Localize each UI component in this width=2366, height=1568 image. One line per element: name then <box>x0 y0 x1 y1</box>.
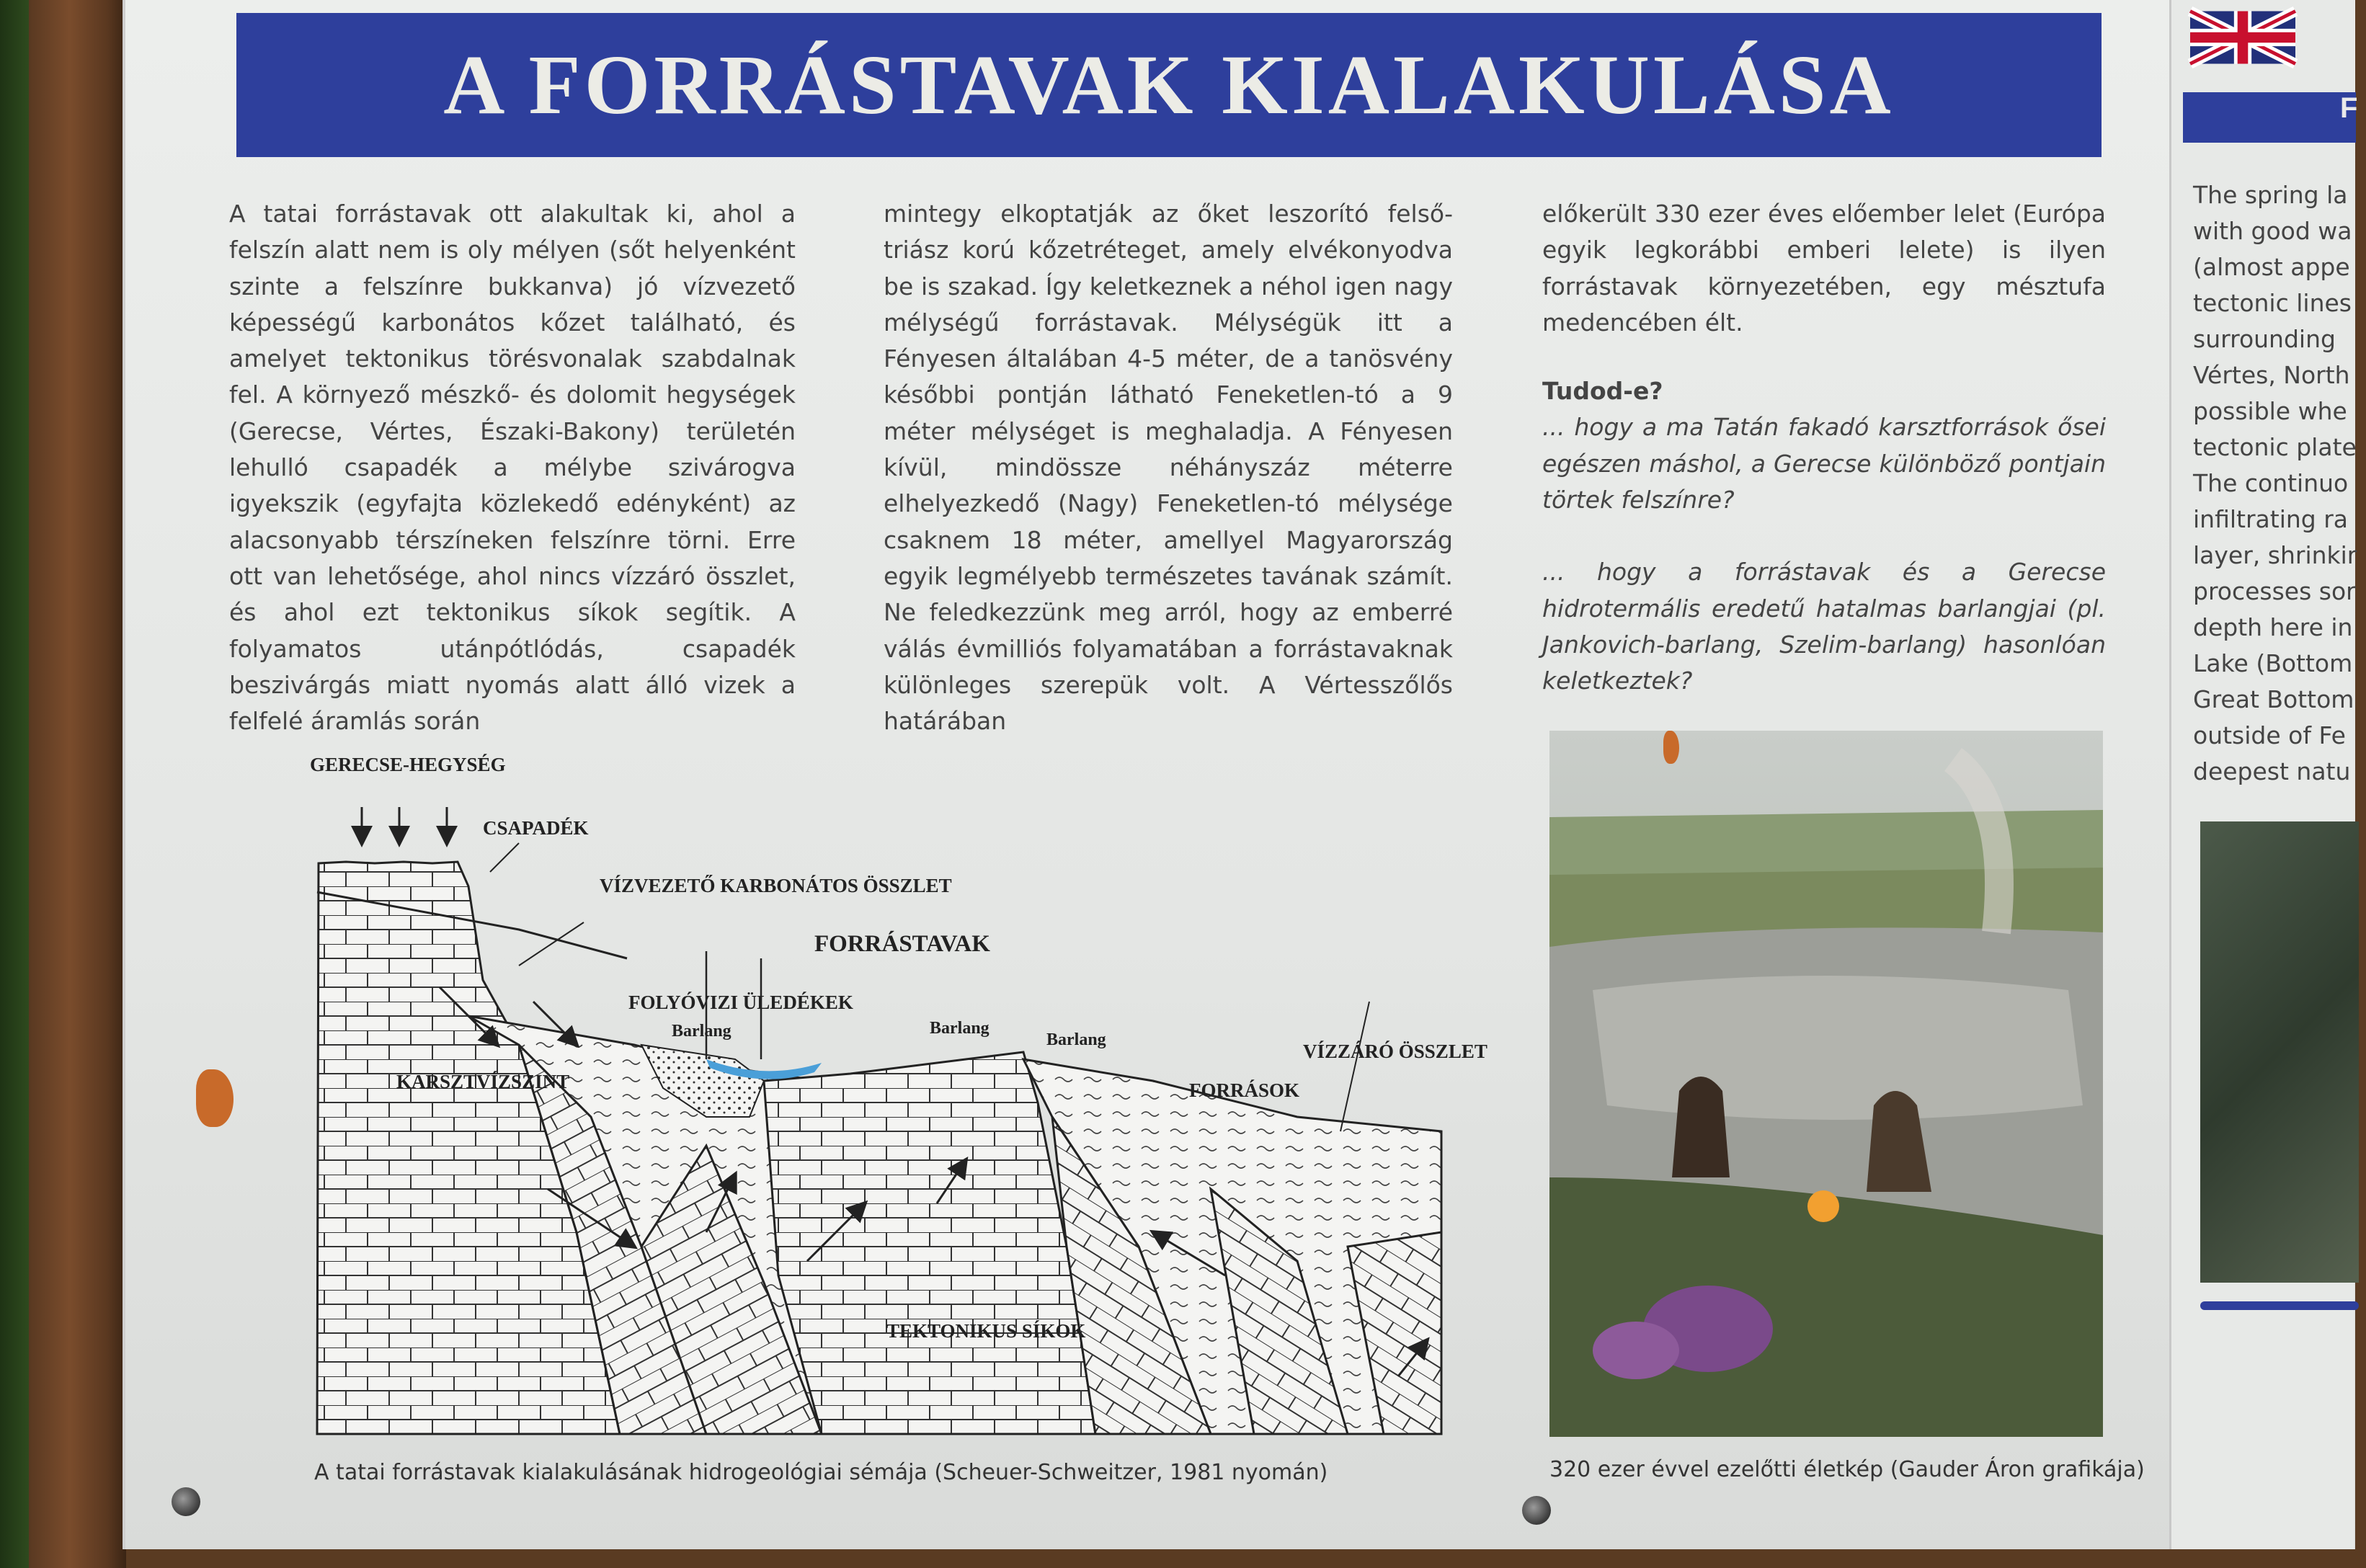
text-column-3 <box>1542 196 2106 700</box>
english-text-line: tectonic lines <box>2193 289 2352 317</box>
rust-stain <box>196 1069 234 1127</box>
english-text-line: infiltrating ra <box>2193 505 2349 533</box>
title-banner <box>236 13 2102 157</box>
english-text-line: (almost appe <box>2193 253 2350 281</box>
label-barlang-1: Barlang <box>672 1022 731 1041</box>
screw <box>172 1487 200 1516</box>
painting-caption: 320 ezer évvel ezelőtti életkép (Gauder Áron grafikája) <box>1549 1457 2145 1482</box>
rust-stain <box>1663 731 1679 764</box>
label-barlang-3: Barlang <box>1046 1030 1106 1049</box>
english-text-line: depth here in <box>2193 613 2353 641</box>
label-csapadek: CSAPADÉK <box>483 817 589 839</box>
english-text-line: The continuo <box>2193 469 2349 497</box>
label-vizvezeto: VÍZVEZETŐ KARBONÁTOS ÖSSZLET <box>600 875 952 896</box>
label-forrastavak: FORRÁSTAVAK <box>814 931 990 957</box>
english-text-line: deepest natu <box>2193 757 2351 785</box>
text-column-2 <box>884 196 1453 739</box>
english-text <box>2193 177 2366 790</box>
label-barlang-2: Barlang <box>930 1019 989 1038</box>
page-title: A FORRÁSTAVAK KIALAKULÁSA <box>443 37 1895 132</box>
did-you-know-question-2: ... hogy a forrástavak és a Gerecse hidrotermális eredetű hatalmas barlangjai (pl. Jankovich-barlang, Szelim-barlang) hasonlóan keletkeztek? <box>1542 558 2106 695</box>
label-folyovizi: FOLYÓVIZI ÜLEDÉKEK <box>628 992 853 1013</box>
english-text-line: Vértes, North <box>2193 361 2350 389</box>
english-text-line: Great Bottom <box>2193 685 2354 713</box>
text-column-1 <box>229 196 796 739</box>
hydrogeology-diagram <box>303 742 1506 1448</box>
english-text-line: Lake (Bottom <box>2193 649 2353 677</box>
label-forrasok: FORRÁSOK <box>1189 1079 1300 1101</box>
english-text-line: processes sor <box>2193 577 2356 605</box>
english-title-bar: F <box>2183 92 2356 143</box>
label-gerecse: GERECSE-HEGYSÉG <box>310 754 506 775</box>
uk-flag-icon[interactable] <box>2190 10 2295 65</box>
divider <box>2200 1301 2359 1310</box>
english-text-line: possible whe <box>2193 397 2347 425</box>
english-text-line: with good wa <box>2193 217 2352 245</box>
english-text-line: outside of Fe <box>2193 721 2346 749</box>
body-paragraph: mintegy elkoptatják az őket leszorító felső-triász korú kőzetréteget, amely elvékonyodva be is szakad. Így keletkeznek a néhol igen nagy mélységű forrástavak. Mélységük itt a Fényesen általában 4-5 méter, de a tanösvény későbbi pontján látható Feneketlen-tó a 9 méter mélységet is meghaladja. A Fényesen kívül, mindössze néhányszáz méterre elhelyezkedő (Nagy) Feneketlen-tó mélysége csaknem 18 méter, amellyel Magyarország egyik legmélyebb természetes tavának számít. Ne feledkezzünk meg arról, hogy az emberré válás évmilliós folyamatában a forrástavaknak különleges szerepük volt. A Vértesszőlős határában <box>884 200 1453 736</box>
screw <box>1522 1496 1551 1525</box>
did-you-know-question-1: ... hogy a ma Tatán fakadó karsztforrások ősei egészen máshol, a Gerecse különböző pontjain törtek felszínre? <box>1542 413 2106 514</box>
prehistoric-life-painting <box>1549 731 2103 1437</box>
foliage <box>0 0 29 1568</box>
english-panel <box>2169 0 2358 1549</box>
english-text-line: The spring la <box>2193 181 2348 209</box>
english-text-line: layer, shrinkir <box>2193 541 2357 569</box>
body-paragraph: A tatai forrástavak ott alakultak ki, ahol a felszín alatt nem is oly mélyen (sőt helyenként szinte a felszínre bukkanva) jó vízvezető képességű karbonátos kőzet található, és amelyet tektonikus törésvonalak szabdalnak fel. A környező mészkő- és dolomit hegységek (Gerecse, Vértes, Északi-Bakony) területén lehulló csapadék a mélybe szivárogva igyekszik (egyfajta közlekedő edényként) az alacsonyabb térszíneken felszínre törni. Erre ott van lehetősége, ahol nincs vízzáró összlet, és ahol ezt tektonikus síkok segítik. A folyamatos utánpótlódás, csapadék beszivárgás miatt nyomás alatt álló vizek a felfelé áramlás során <box>229 200 796 736</box>
label-tektonikus: TEKTONIKUS SÍKOK <box>886 1320 1086 1342</box>
aerial-map-image <box>2200 821 2359 1283</box>
body-paragraph: előkerült 330 ezer éves előember lelet (Európa egyik legkorábbi emberi lelete) is ilyen forrástavak környezetében, egy mésztufa medencében élt. <box>1542 200 2106 337</box>
label-vizzaro: VÍZZÁRÓ ÖSSZLET <box>1303 1041 1487 1062</box>
english-text-line: surrounding <box>2193 325 2336 353</box>
did-you-know-heading: Tudod-e? <box>1542 377 1663 406</box>
diagram-caption: A tatai forrástavak kialakulásának hidrogeológiai sémája (Scheuer-Schweitzer, 1981 nyomán) <box>314 1460 1328 1485</box>
english-text-line: tectonic plate <box>2193 433 2357 461</box>
label-karsztviz: KARSZTVÍZSZINT <box>396 1071 570 1092</box>
